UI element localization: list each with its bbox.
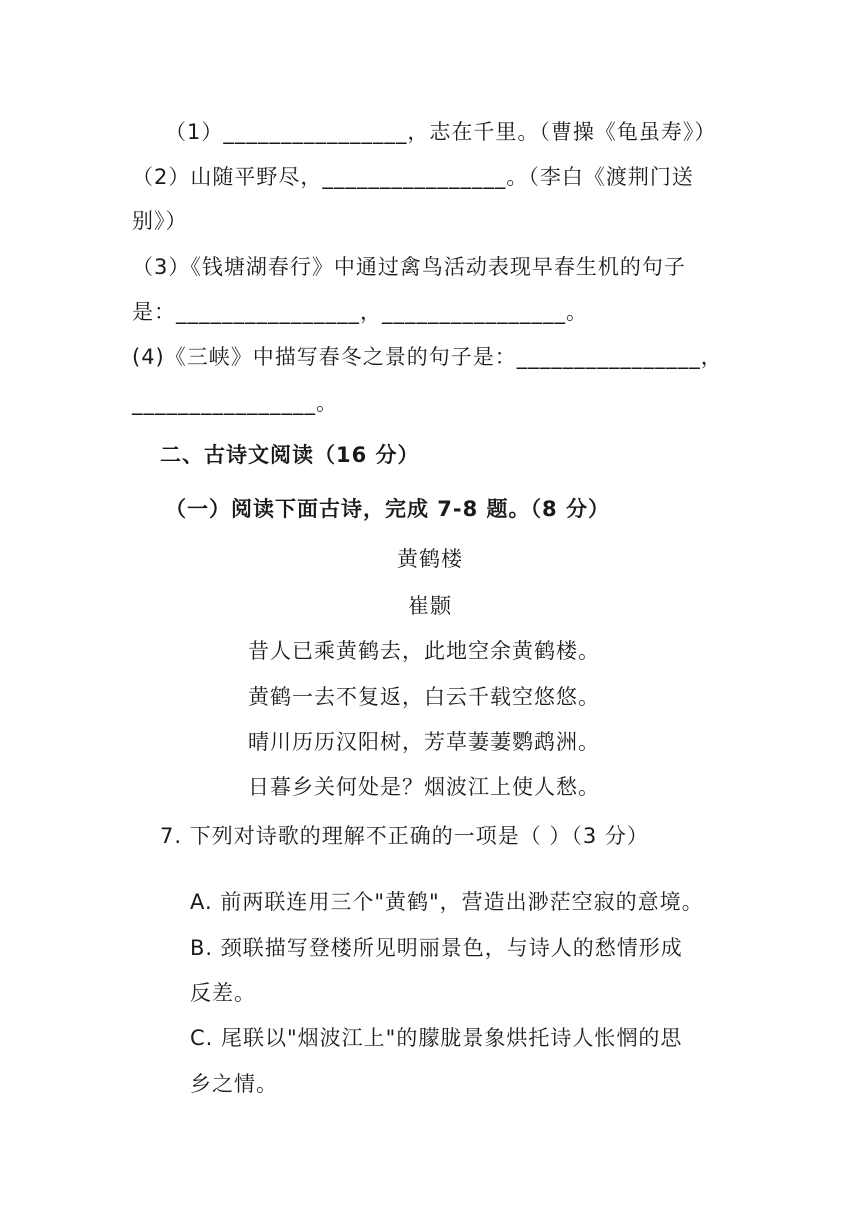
option-c-line-1: C. 尾联以"烟波江上"的朦胧景象烘托诗人怅惘的思 bbox=[190, 1026, 683, 1050]
option-c-line-2: 乡之情。 bbox=[190, 1072, 278, 1096]
poem-line: 晴川历历汉阳树，芳草萋萋鹦鹉洲。 bbox=[248, 730, 600, 754]
question-4-line-2: ________________。 bbox=[132, 391, 338, 415]
question-2-line-1: （2）山随平野尽，________________。（李白《渡荆门送 bbox=[132, 165, 694, 189]
option-a: A. 前两联连用三个"黄鹤"，营造出渺茫空寂的意境。 bbox=[190, 890, 704, 914]
option-b-line-2: 反差。 bbox=[190, 981, 256, 1005]
option-b-line-1: B. 颈联描写登楼所见明丽景色，与诗人的愁情形成 bbox=[190, 936, 683, 960]
poem-title: 黄鹤楼 bbox=[397, 547, 463, 571]
section-heading: 二、古诗文阅读（16 分） bbox=[160, 443, 420, 467]
poem-line: 日暮乡关何处是？烟波江上使人愁。 bbox=[248, 775, 600, 799]
question-3-line-1: （3）《钱塘湖春行》中通过禽鸟活动表现早春生机的句子 bbox=[132, 255, 686, 279]
question-3-line-2: 是：________________，________________。 bbox=[132, 300, 588, 324]
poem-line: 黄鹤一去不复返，白云千载空悠悠。 bbox=[248, 685, 600, 709]
question-4-line-1: (4)《三峡》中描写春冬之景的句子是：________________， bbox=[132, 345, 723, 369]
question-7-stem: 7. 下列对诗歌的理解不正确的一项是（ ）（3 分） bbox=[160, 824, 649, 848]
reading-part-heading: （一）阅读下面古诗，完成 7-8 题。（8 分） bbox=[165, 497, 610, 521]
poem-author: 崔颢 bbox=[408, 594, 452, 618]
poem-line: 昔人已乘黄鹤去，此地空余黄鹤楼。 bbox=[248, 639, 600, 663]
question-1: （1）________________，志在千里。（曹操《龟虽寿》） bbox=[165, 120, 717, 144]
question-2-line-2: 别》） bbox=[132, 209, 188, 233]
